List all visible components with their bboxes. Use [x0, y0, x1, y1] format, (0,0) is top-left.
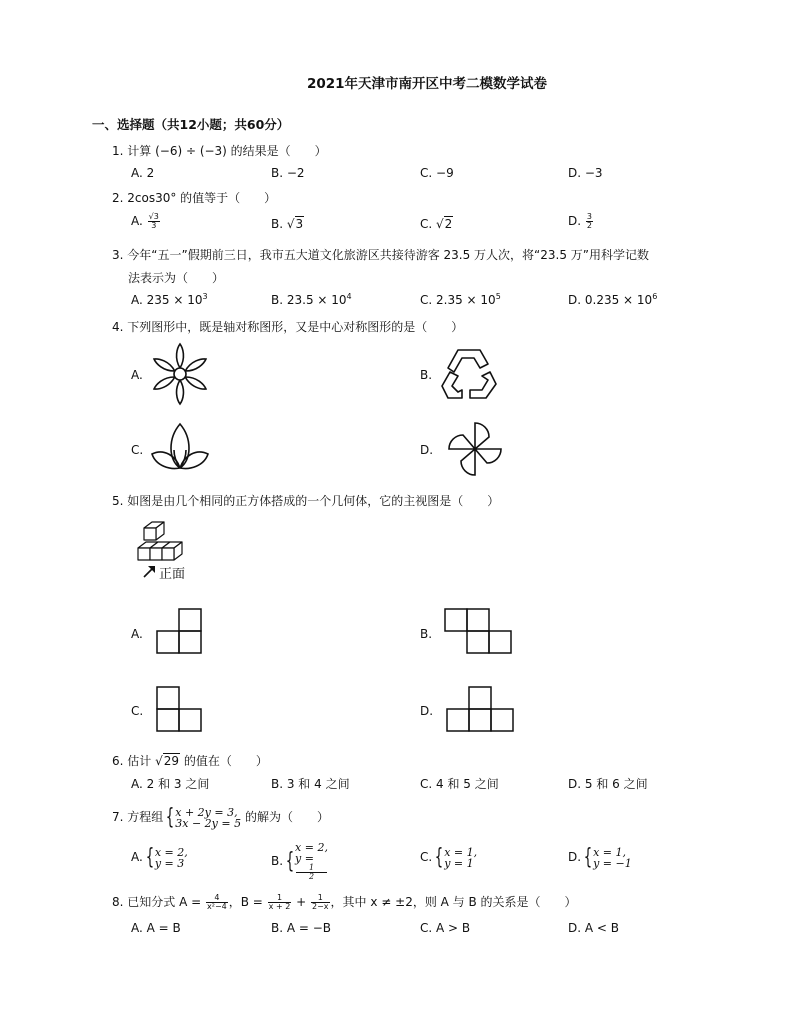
q7-b-system	[295, 842, 328, 881]
q7-b-brace: {	[285, 848, 295, 874]
q2-d-label: D.	[568, 214, 582, 228]
q8-stem-pre: 8. 已知分式 A =	[112, 895, 202, 909]
q3-b-exponent: 4	[346, 292, 352, 301]
q7-a-label: A.	[131, 850, 143, 864]
q2-option-c: C. √2	[420, 217, 453, 231]
q7-b-y	[295, 853, 328, 881]
q7-d-x: x = 1,	[593, 845, 626, 859]
q2-option-b: B. √3	[271, 217, 304, 231]
q6-option-c: C. 4 和 5 之间	[420, 777, 499, 791]
q2-b-label: B.	[271, 217, 284, 231]
q8-B2-fraction	[311, 894, 330, 911]
q8-A-numerator: 4	[206, 894, 228, 903]
q4-stem: 4. 下列图形中，既是轴对称图形，又是中心对称图形的是（ ）	[112, 320, 464, 334]
q7-stem	[112, 803, 329, 831]
q3-b-base: B. 23.5 × 10	[271, 293, 347, 307]
q7-brace: {	[166, 804, 175, 830]
q7-d-system	[593, 847, 632, 869]
q3-option-d	[568, 292, 657, 308]
q8-option-d: D. A < B	[568, 921, 619, 935]
q2-option-a	[131, 213, 161, 230]
front-view-option-c-figure	[155, 686, 203, 734]
q2-a-denominator: 3	[151, 221, 157, 230]
q7-eq1: x + 2y = 3,	[175, 805, 238, 819]
q3-c-base: C. 2.35 × 10	[420, 293, 496, 307]
q7-d-y: y = −1	[593, 856, 632, 870]
q3-option-b	[271, 292, 352, 308]
q8-option-c: C. A > B	[420, 921, 471, 935]
q4-option-d: D.	[420, 443, 434, 457]
q3-option-a	[131, 292, 208, 308]
q3-stem-line2: 法表示为（ ）	[128, 271, 225, 285]
q8-mid: ，B =	[228, 895, 263, 909]
q8-stem	[112, 892, 577, 912]
cube-stack-3d-figure	[134, 520, 190, 564]
page-title: 2021年天津市南开区中考二模数学试卷	[306, 76, 548, 92]
q5-option-a: A.	[131, 627, 143, 641]
q8-option-a: A. A = B	[131, 921, 181, 935]
q6-stem-pre: 6. 估计	[112, 754, 152, 768]
q8-B1-numerator: 1	[268, 894, 292, 903]
q7-b-y-fraction	[296, 864, 327, 881]
recycle-triangle-figure	[440, 346, 498, 402]
front-view-option-a-figure	[155, 608, 203, 656]
q7-a-x: x = 2,	[154, 845, 188, 859]
q2-stem: 2. 2cos30° 的值等于（ ）	[112, 191, 277, 205]
q8-plus: +	[296, 895, 307, 909]
q5-option-c: C.	[131, 704, 144, 718]
q7-b-y-pre: y =	[295, 852, 314, 865]
q8-B2-denominator: 2−x	[312, 902, 329, 911]
q5-option-b: B.	[420, 627, 433, 641]
q1-option-a: A. 2	[131, 166, 155, 180]
q1-stem: 1. 计算 (−6) ÷ (−3) 的结果是（ ）	[112, 144, 327, 158]
q5-stem: 5. 如图是由几个相同的正方体搭成的一个几何体，它的主视图是（ ）	[112, 494, 500, 508]
q7-b-y-numerator: 1	[296, 864, 327, 873]
arrow-icon	[142, 563, 158, 579]
q7-c-x: x = 1,	[444, 845, 478, 859]
q2-a-numerator: √3	[148, 212, 159, 221]
q2-a-fraction	[148, 213, 160, 230]
q6-stem: 6. 估计 √29 的值在（ ）	[112, 754, 268, 768]
q7-a-brace: {	[145, 844, 155, 870]
q3-option-c	[420, 292, 501, 308]
front-view-label: 正面	[159, 567, 186, 582]
q7-b-x: x = 2,	[295, 841, 328, 854]
q7-c-label: C.	[420, 850, 433, 864]
q7-c-system	[444, 847, 477, 869]
q2-d-fraction	[586, 213, 593, 230]
q1-option-c: C. −9	[420, 166, 454, 180]
q7-stem-post: 的解为（ ）	[244, 810, 329, 824]
q7-stem-pre: 7. 方程组	[112, 810, 164, 824]
q7-d-label: D.	[568, 850, 582, 864]
q8-A-denominator: x²−4	[207, 902, 227, 911]
q8-B2-numerator: 1	[311, 894, 330, 903]
q4-option-b: B.	[420, 368, 433, 382]
q8-option-b: B. A = −B	[271, 921, 332, 935]
q7-c-brace: {	[435, 844, 444, 870]
pinwheel-figure	[444, 420, 506, 478]
q4-option-a: A.	[131, 368, 143, 382]
q3-c-exponent: 5	[495, 292, 501, 301]
q3-stem-line1: 3. 今年“五一”假期前三日，我市五大道文化旅游区共接待游客 23.5 万人次，将“23.5 万”用科学记数	[112, 248, 650, 262]
q6-option-d: D. 5 和 6 之间	[568, 777, 648, 791]
q2-c-label: C.	[420, 217, 433, 231]
q7-eq2: 3x − 2y = 5	[175, 816, 242, 830]
q8-stem-post: ，其中 x ≠ ±2，则 A 与 B 的关系是（ ）	[330, 895, 577, 909]
q3-a-base: A. 235 × 10	[131, 293, 203, 307]
q7-option-a	[131, 842, 188, 872]
q7-a-y: y = 3	[154, 856, 185, 870]
flower-six-petal-figure	[150, 342, 210, 406]
q8-B1-denominator: x + 2	[268, 902, 291, 911]
section-heading: 一、选择题（共12小题；共60分）	[92, 117, 290, 132]
q2-b-radicand: 3	[295, 217, 304, 231]
q3-a-exponent: 3	[202, 292, 208, 301]
q7-system	[175, 807, 241, 829]
q6-stem-post: 的值在（ ）	[183, 754, 268, 768]
q7-option-d	[568, 842, 632, 872]
q7-c-y: y = 1	[444, 856, 474, 870]
q7-b-y-denominator: 2	[308, 872, 315, 881]
q7-b-label: B.	[271, 854, 284, 868]
q2-a-label: A.	[131, 214, 143, 228]
q3-d-exponent: 6	[652, 292, 658, 301]
q2-option-d	[568, 213, 594, 230]
q7-d-brace: {	[583, 844, 593, 870]
q2-d-numerator: 3	[586, 212, 592, 221]
q7-option-c	[420, 842, 477, 872]
q6-radicand: 29	[163, 754, 180, 768]
q1-option-b: B. −2	[271, 166, 305, 180]
q8-A-fraction	[206, 894, 228, 911]
front-view-option-b-figure	[443, 608, 513, 656]
lotus-figure	[150, 420, 210, 472]
q1-option-d: D. −3	[568, 166, 603, 180]
q5-option-d: D.	[420, 704, 434, 718]
q6-option-b: B. 3 和 4 之间	[271, 777, 350, 791]
q8-B1-fraction	[268, 894, 292, 911]
front-view-option-d-figure	[445, 686, 515, 734]
q4-option-c: C.	[131, 443, 144, 457]
q7-a-system	[155, 847, 188, 869]
q7-option-b	[271, 842, 328, 881]
q2-d-denominator: 2	[586, 221, 592, 230]
q6-option-a: A. 2 和 3 之间	[131, 777, 210, 791]
q3-d-base: D. 0.235 × 10	[568, 293, 653, 307]
q2-c-radicand: 2	[444, 217, 453, 231]
